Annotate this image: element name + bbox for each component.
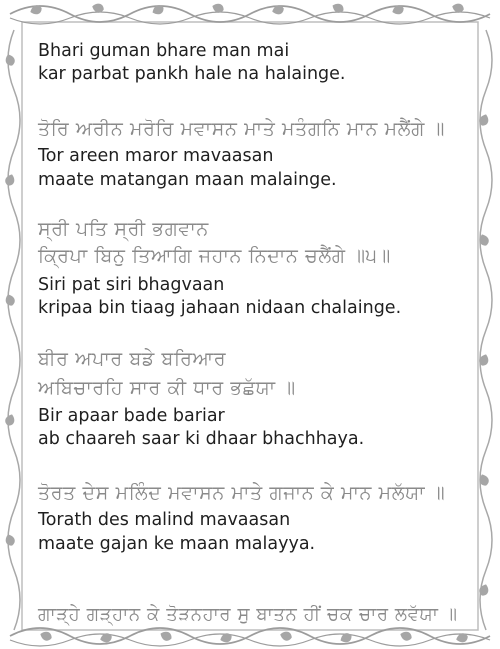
roman-line: Bir apaar bade bariar [38,406,225,426]
roman-line: Bhari guman bhare man mai [38,41,290,61]
roman-line: kar parbat pankh hale na halainge. [38,64,346,84]
gurmukhi-line: ਤੋਰਤ ਦੇਸ ਮਲਿੰਦ ਮਵਾਸਨ ਮਾਤੇ ਗਜਾਨ ਕੇ ਮਾਨ ਮਲੱਯਾ ॥ [38,482,446,504]
roman-line: kripaa bin tiaag jahaan nidaan chalainge. [38,298,402,318]
gurmukhi-line: ਅਬਿਚਾਰਹਿ ਸਾਰ ਕੀ ਧਾਰ ਭਛੱਯਾ ॥ [38,377,296,399]
gurmukhi-line: ਕ੍ਰਿਪਾ ਬਿਨੁ ਤਿਆਗਿ ਜਹਾਨ ਨਿਦਾਨ ਚਲੈਂਗੇ ॥੫॥ [38,245,391,267]
gurmukhi-line: ਸ੍ਰੀ ਪਤਿ ਸ੍ਰੀ ਭਗਵਾਨ [38,218,209,240]
roman-line: Siri pat siri bhagvaan [38,275,225,295]
roman-line: maate matangan maan malainge. [38,170,337,190]
gurmukhi-line: ਬੀਰ ਅਪਾਰ ਬਡੇ ਬਰਿਆਰ [38,348,227,370]
roman-line: Torath des malind mavaasan [38,510,291,530]
gurmukhi-line: ਗਾੜ੍ਹੇ ਗੜ੍ਹਾਨ ਕੇ ਤੋੜਨਹਾਰ ਸੁ ਬਾਤਨ ਹੀਂ ਚਕ ਚਾਰ ਲਵੱਯਾ ॥ [38,604,458,625]
gurmukhi-line: ਤੋਰਿ ਅਰੀਨ ਮਰੋਰਿ ਮਵਾਸਨ ਮਾਤੇ ਮਤੰਗਨਿ ਮਾਨ ਮਲੈਂਗੇ ॥ [38,118,445,140]
roman-line: Tor areen maror mavaasan [38,146,274,166]
roman-line: ab chaareh saar ki dhaar bhachhaya. [38,429,365,449]
roman-line: maate gajan ke maan malayya. [38,534,316,554]
